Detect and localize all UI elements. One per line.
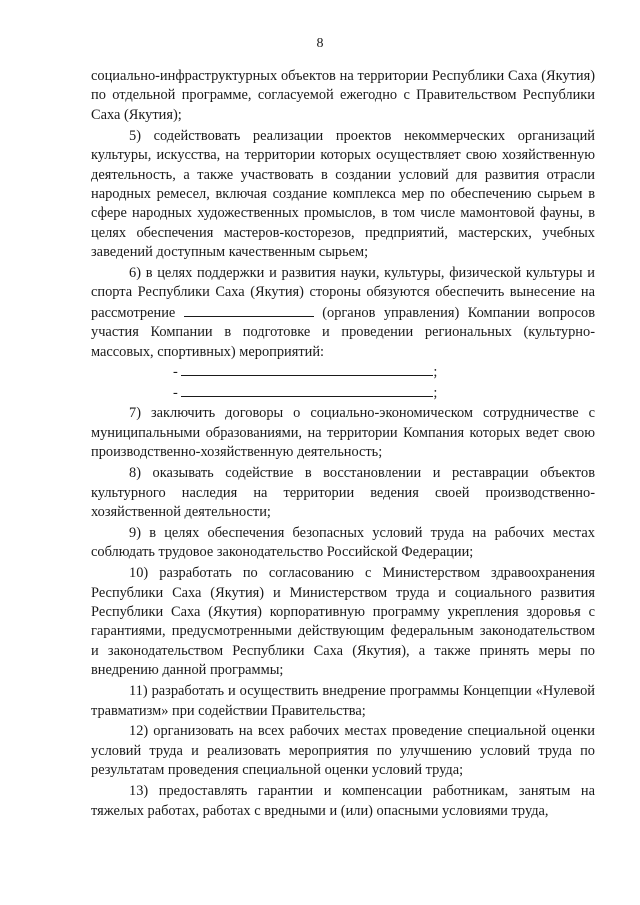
- paragraph-6-text: 6) в целях поддержки и развития науки, культуры, физической культуры и спорта Республики Саха (Якутия) стороны обязуются обеспечить вынесение на рассмотрение: [91, 265, 595, 321]
- list-item-2: [173, 383, 595, 403]
- list-item-1-suffix: ;: [433, 364, 438, 381]
- paragraph-12: 12) организовать на всех рабочих местах проведение специальной оценки условий труда и реализовать мероприятия по улучшению условий труда по результатам проведения специальной оценки условий труда;: [91, 723, 595, 779]
- paragraph-5: 5) содействовать реализации проектов некоммерческих организаций культуры, искусства, на территории которых осуществляет свою хозяйственную деятельность, а также участвовать в создании условий для развития отрасли народных ремесел, включая создание комплекса мер по обеспечению сырьем в сфере народных художественных промыслов, в том числе мамонтовой фауны, в целях обеспечения мастеров-косторезов, предприятий, мастерских, учебных заведений доступным качественным сырьем;: [91, 127, 595, 261]
- list-item-2-suffix: ;: [433, 384, 438, 401]
- document-body: [91, 67, 595, 821]
- paragraph-1: социально-инфраструктурных объектов на территории Республики Саха (Якутия) по отдельной программе, согласуемой ежегодно с Правительством Республики Саха (Якутия);: [91, 68, 595, 123]
- paragraph-10: 10) разработать по согласованию с Министерством здравоохранения Республики Саха (Якутия) и Министерством труда и социального развития Республики Саха (Якутия) корпоративную программу укрепления здоровья с гарантиями, предусмотренными действующим федеральным законодательством и законодательством Республики Саха (Якутия), а также принять меры по внедрению данной программы;: [91, 565, 595, 679]
- paragraph-6: [91, 264, 595, 362]
- paragraph-8: 8) оказывать содействие в восстановлении и реставрации объектов культурного наследия на территории ведения своей производственно-хозяйственной деятельности;: [91, 465, 595, 520]
- paragraph-9: 9) в целях обеспечения безопасных условий труда на рабочих местах соблюдать трудовое законодательство Российской Федерации;: [91, 524, 595, 561]
- list-item-1: [173, 362, 595, 382]
- page-number: 8: [316, 36, 324, 51]
- list-item-2-prefix: -: [173, 384, 178, 401]
- paragraph-11: 11) разработать и осуществить внедрение программы Концепции «Нулевой травматизм» при содействии Правительства;: [91, 683, 595, 719]
- paragraph-6-text-continued: (органов управления) Компании вопросов участия Компании в подготовке и проведении региональных (культурно-массовых, спортивных) мероприятий:: [91, 304, 595, 360]
- paragraph-7: 7) заключить договоры о социально-экономическом сотрудничестве с муниципальными образованиями, на территории Компания которых ведет свою производственно-хозяйственную деятельность;: [91, 405, 595, 461]
- paragraph-13: 13) предоставлять гарантии и компенсации работникам, занятым на тяжелых работах, работах с вредными и (или) опасными условиями труда,: [91, 783, 595, 819]
- event-blank-1: [181, 362, 433, 376]
- list-item-1-prefix: -: [173, 364, 178, 381]
- organ-name-blank: [184, 303, 314, 317]
- event-blank-2: [181, 383, 433, 397]
